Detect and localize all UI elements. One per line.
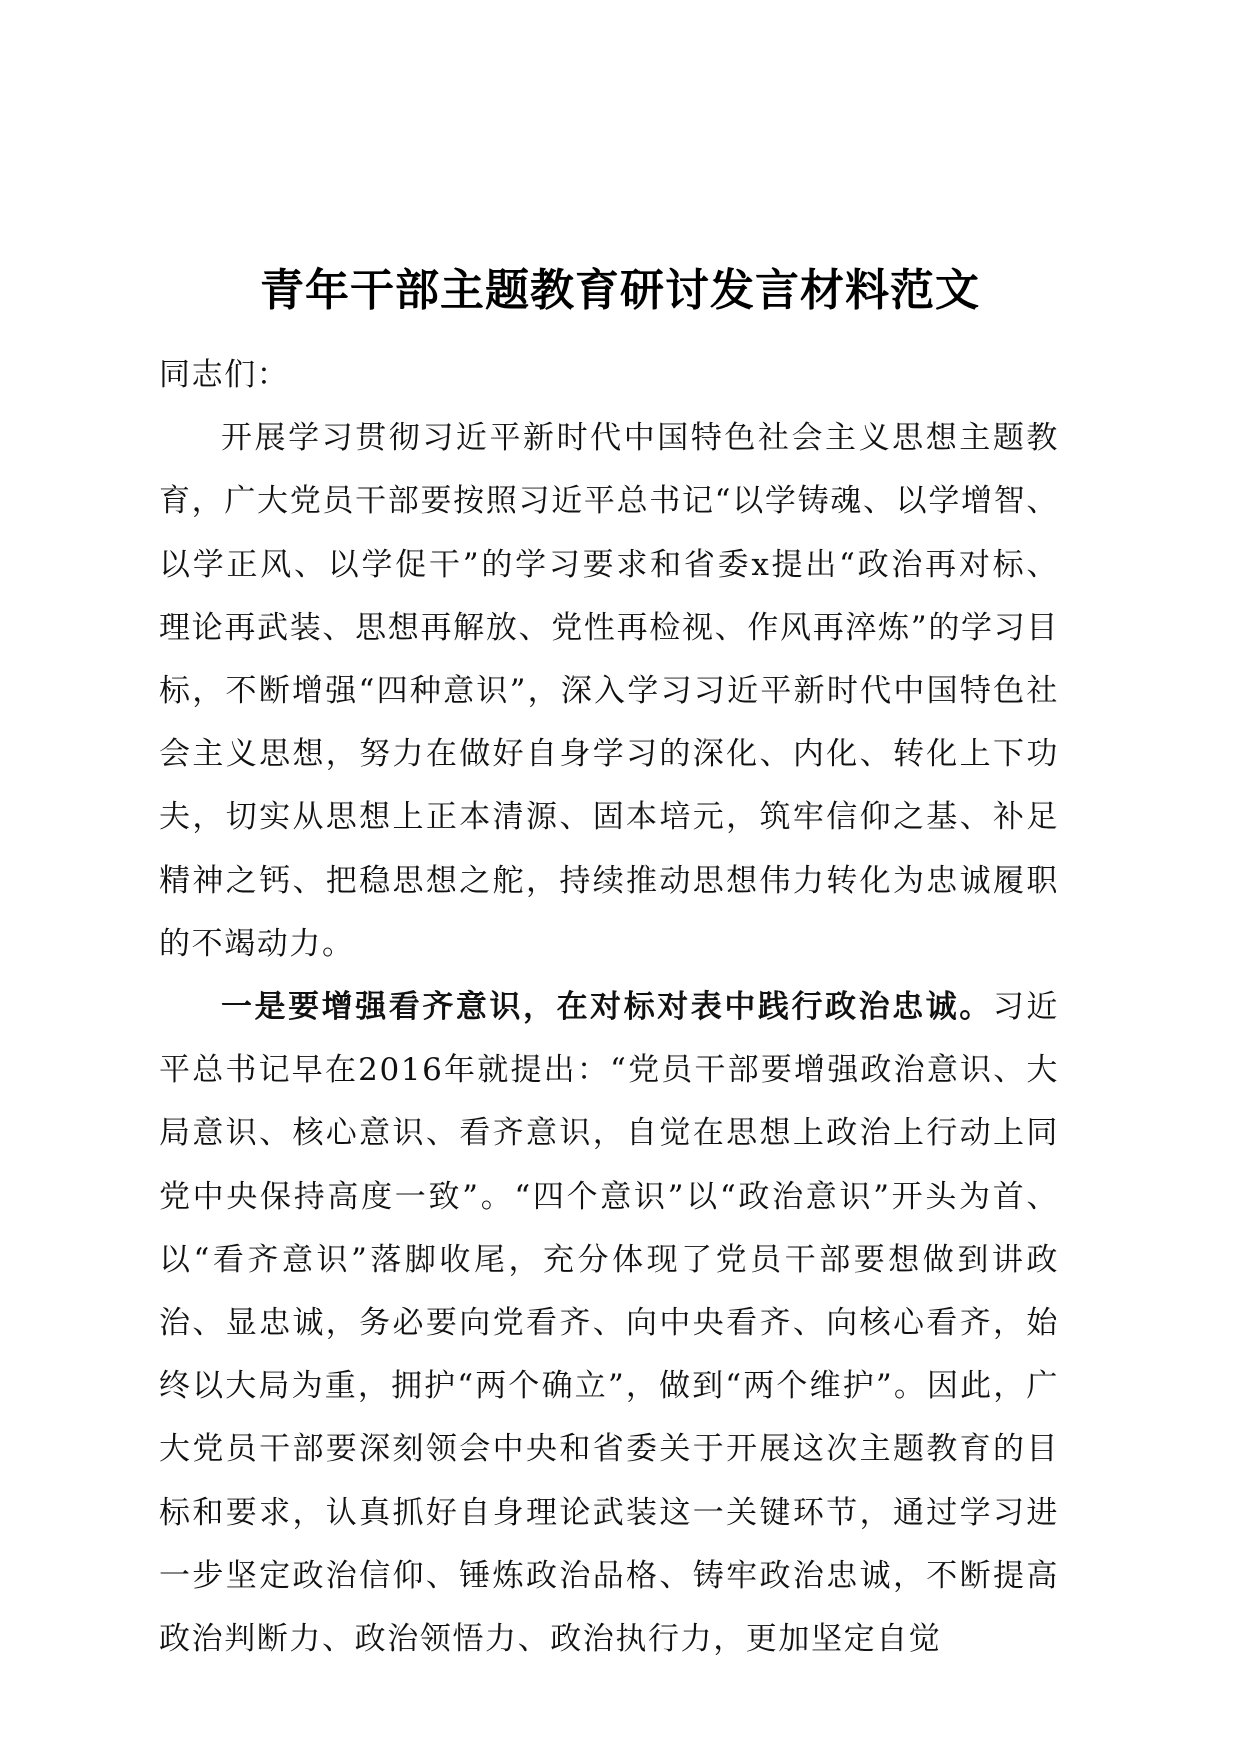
paragraph-text: 开展学习贯彻习近平新时代中国特色社会主义思想主题教育，广大党员干部要按照习近平总书记“以学铸魂、以学增智、以学正风、以学促干”的学习要求和省委x提出“政治再对标、理论再武装、思想再解放、党性再检视、作风再淬炼”的学习目标，不断增强“四种意识”，深入学习习近平新时代中国特色社会主义思想，努力在做好自身学习的深化、内化、转化上下功夫，切实从思想上正本清源、固本培元，筑牢信仰之基、补足精神之钙、把稳思想之舵，持续推动思想伟力转化为忠诚履职的不竭动力。 <box>159 420 1059 962</box>
paragraph-text: 习近平总书记早在2016年就提出：“党员干部要增强政治意识、大局意识、核心意识、看齐意识，自觉在思想上政治上行动上同党中央保持高度一致”。“四个意识”以“政治意识”开头为首、以“看齐意识”落脚收尾，充分体现了党员干部要想做到讲政治、显忠诚，务必要向党看齐、向中央看齐、向核心看齐，始终以大局为重，拥护“两个确立”，做到“两个维护”。因此，广大党员干部要深刻领会中央和省委关于开展这次主题教育的目标和要求，认真抓好自身理论武装这一关键环节，通过学习进一步坚定政治信仰、锤炼政治品格、铸牢政治忠诚，不断提高政治判断力、政治领悟力、政治执行力，更加坚定自觉 <box>159 989 1059 1658</box>
salutation: 同志们： <box>159 357 290 393</box>
paragraph-point-one <box>159 976 1059 1671</box>
document-body <box>159 344 1059 1671</box>
paragraph-lead-heading: 一是要增强看齐意识，在对标对表中践行政治忠诚。 <box>221 989 993 1026</box>
paragraph-intro <box>159 407 1059 976</box>
document-title: 青年干部主题教育研讨发言材料范文 <box>260 265 980 317</box>
